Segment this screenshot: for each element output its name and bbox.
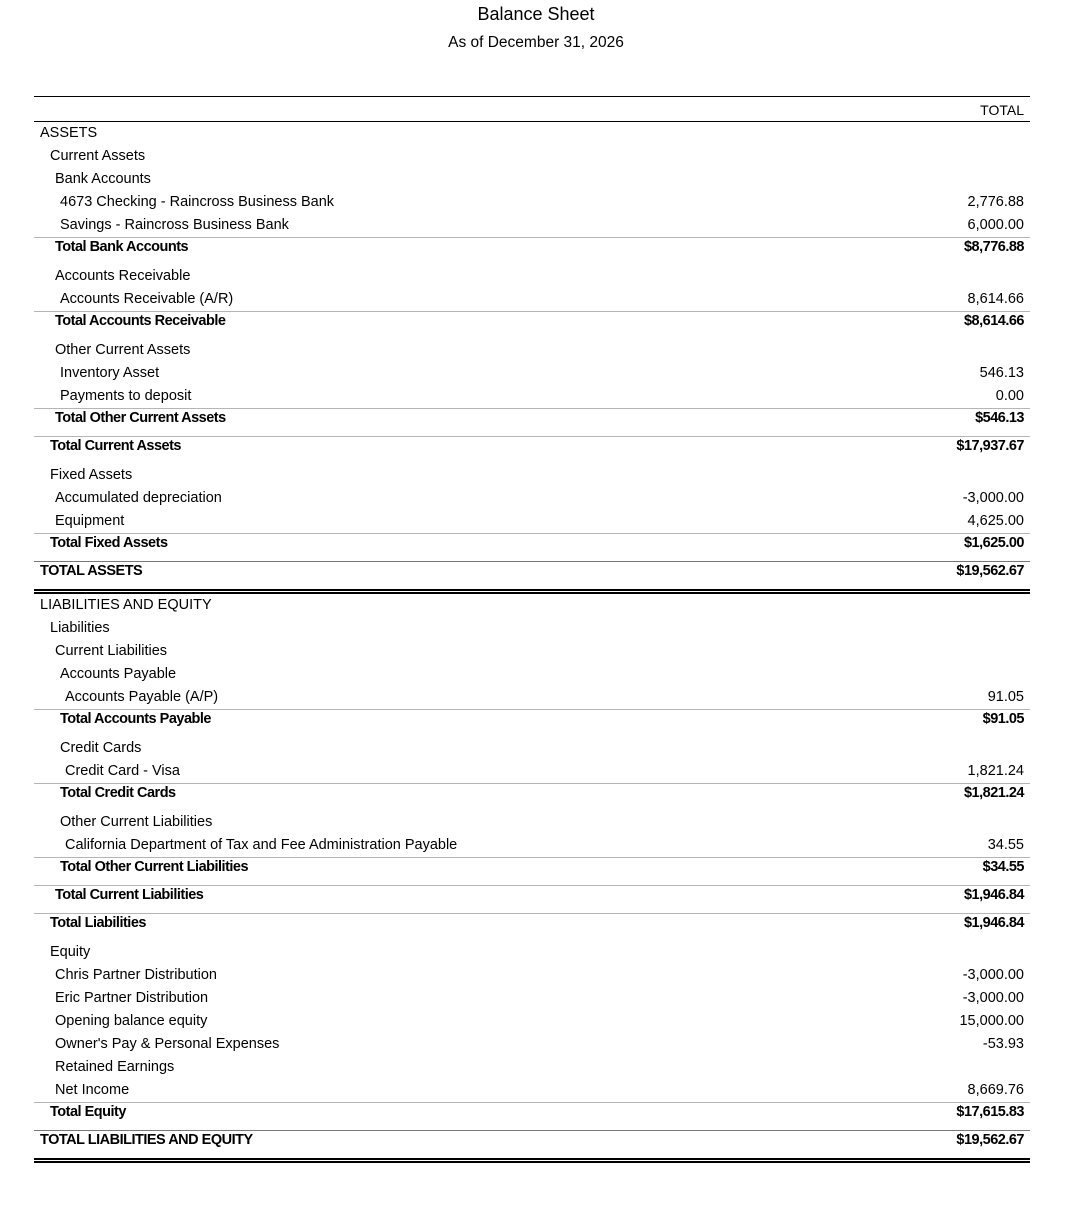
row-label: Other Current Liabilities [60,814,213,830]
row-label: Total Equity [50,1104,126,1120]
row-label: Accounts Receivable (A/R) [60,291,234,307]
double-underline [34,1158,1030,1163]
row-label: TOTAL ASSETS [40,563,143,579]
section-header-row [34,265,1030,288]
line-item-row [34,385,1030,408]
total-row [34,436,1030,464]
row-amount: $1,946.84 [963,915,1024,931]
report-date: As of December 31, 2026 [448,34,624,51]
row-label: Total Credit Cards [60,785,176,801]
divider [34,709,1030,710]
row-label: Retained Earnings [55,1059,175,1075]
total-row [34,709,1030,737]
line-item-row [34,964,1030,987]
line-item-row [34,686,1030,709]
row-label: Equipment [55,513,125,529]
row-amount: -3,000.00 [962,490,1024,506]
row-label: Accumulated depreciation [55,490,222,506]
section-header-row [34,594,1030,617]
row-amount: -3,000.00 [962,990,1024,1006]
total-row [34,783,1030,811]
row-amount: 546.13 [979,365,1024,381]
row-label: Bank Accounts [55,171,151,187]
row-label: Opening balance equity [55,1013,208,1029]
total-row [34,237,1030,265]
row-label: TOTAL LIABILITIES AND EQUITY [40,1132,253,1148]
section-header-row [34,663,1030,686]
row-amount: $34.55 [982,859,1024,875]
row-amount: 8,614.66 [967,291,1024,307]
row-amount: $8,776.88 [963,239,1024,255]
row-amount: 6,000.00 [967,217,1024,233]
row-label: Total Other Current Liabilities [60,859,249,875]
line-item-row [34,1033,1030,1056]
total-row [34,311,1030,339]
total-row [34,1130,1030,1158]
row-amount: $19,562.67 [956,563,1024,579]
divider [34,885,1030,886]
line-item-row [34,288,1030,311]
row-amount: 4,625.00 [967,513,1024,529]
row-label: Accounts Payable [60,666,177,682]
row-amount: $91.05 [982,711,1024,727]
total-column-header: TOTAL [980,102,1024,118]
row-label: Owner's Pay & Personal Expenses [55,1036,280,1052]
report-body [34,122,1030,1163]
row-label: Other Current Assets [55,342,191,358]
row-label: Total Current Assets [50,438,181,454]
total-row [34,913,1030,941]
section-header-row [34,640,1030,663]
divider [34,436,1030,437]
row-label: Payments to deposit [60,388,192,404]
row-label: LIABILITIES AND EQUITY [40,597,212,613]
section-header-row [34,122,1030,145]
row-amount: 0.00 [995,388,1024,404]
total-row [34,857,1030,885]
section-header-row [34,811,1030,834]
report-title: Balance Sheet [477,4,595,24]
row-label: Credit Cards [60,740,142,756]
row-amount: 91.05 [987,689,1024,705]
total-row [34,885,1030,913]
row-amount: 2,776.88 [967,194,1024,210]
row-amount: 15,000.00 [959,1013,1024,1029]
line-item-row [34,487,1030,510]
divider [34,1130,1030,1131]
line-item-row [34,987,1030,1010]
total-row [34,1102,1030,1130]
line-item-row [34,1010,1030,1033]
row-amount: $17,615.83 [956,1104,1024,1120]
row-label: Current Liabilities [55,643,168,659]
divider [34,1102,1030,1103]
row-amount: $17,937.67 [956,438,1024,454]
section-header-row [34,617,1030,640]
divider [34,913,1030,914]
row-label: Chris Partner Distribution [55,967,217,983]
divider [34,237,1030,238]
row-amount: $1,625.00 [963,535,1024,551]
line-item-row [34,214,1030,237]
row-label: Total Accounts Payable [60,711,211,727]
row-label: California Department of Tax and Fee Administration Payable [65,837,458,853]
row-amount: -3,000.00 [962,967,1024,983]
total-row [34,561,1030,589]
line-item-row [34,834,1030,857]
line-item-row [34,760,1030,783]
section-header-row [34,737,1030,760]
divider [34,857,1030,858]
row-amount: 1,821.24 [967,763,1024,779]
divider [34,408,1030,409]
row-amount: $19,562.67 [956,1132,1024,1148]
balance-sheet-table [34,96,1030,1163]
line-item-row [34,191,1030,214]
divider [34,783,1030,784]
row-amount: 8,669.76 [967,1082,1024,1098]
line-item-row [34,1056,1030,1079]
column-header-row [34,96,1030,122]
divider [34,311,1030,312]
row-label: Total Fixed Assets [50,535,168,551]
section-header-row [34,168,1030,191]
divider [34,561,1030,562]
total-row [34,533,1030,561]
row-amount: $1,821.24 [963,785,1024,801]
section-header-row [34,464,1030,487]
row-amount: -53.93 [982,1036,1024,1052]
line-item-row [34,1079,1030,1102]
row-label: Eric Partner Distribution [55,990,209,1006]
section-header-row [34,145,1030,168]
row-amount: 34.55 [987,837,1024,853]
row-label: Savings - Raincross Business Bank [60,217,289,233]
row-label: Total Liabilities [50,915,146,931]
line-item-row [34,510,1030,533]
total-row [34,408,1030,436]
line-item-row [34,362,1030,385]
row-label: Total Bank Accounts [55,239,189,255]
row-label: Fixed Assets [50,467,133,483]
section-header-row [34,339,1030,362]
row-label: Total Other Current Assets [55,410,226,426]
row-label: ASSETS [40,125,98,141]
row-label: Total Current Liabilities [55,887,204,903]
row-label: Accounts Payable (A/P) [65,689,219,705]
row-label: Credit Card - Visa [65,763,180,779]
row-label: Equity [50,944,91,960]
row-amount: $546.13 [975,410,1024,426]
row-label: Current Assets [50,148,146,164]
row-label: Net Income [55,1082,130,1098]
row-label: Total Accounts Receivable [55,313,226,329]
row-label: Inventory Asset [60,365,160,381]
row-amount: $8,614.66 [963,313,1024,329]
row-amount: $1,946.84 [963,887,1024,903]
row-label: 4673 Checking - Raincross Business Bank [60,194,335,210]
row-label: Accounts Receivable [55,268,191,284]
row-label: Liabilities [50,620,110,636]
section-header-row [34,941,1030,964]
divider [34,533,1030,534]
